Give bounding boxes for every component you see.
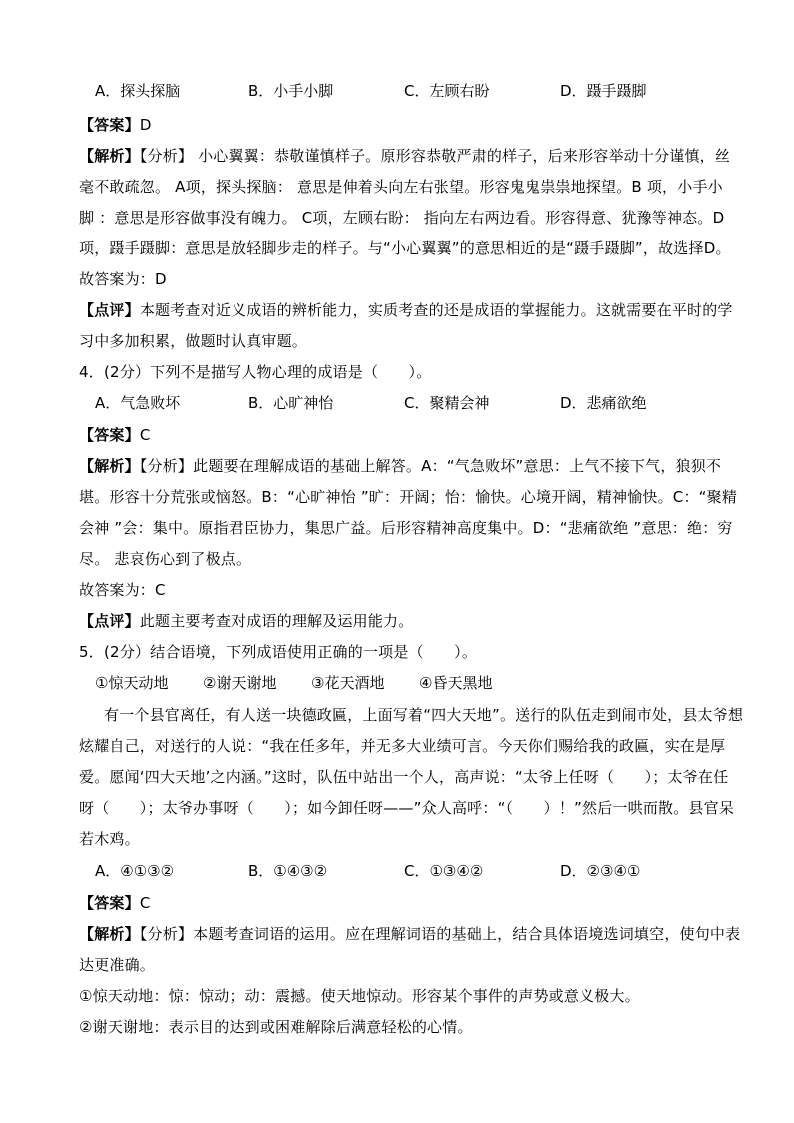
q5-answer <box>79 893 151 913</box>
q5-note-2: ②谢天谢地：表示目的达到或困难解除后满意轻松的心情。 <box>79 1018 473 1036</box>
analysis-text: 【分析】本题考查词语的运用。应在理解词语的基础上，结合具体语境选词填空，使句中表 <box>139 925 741 943</box>
analysis-tag: 【解析】 <box>79 925 140 943</box>
answer-tag: 【答案】 <box>79 894 140 912</box>
q5-passage-line-3: 爱。愿闻‘四大天地’之内涵。”这时，队伍中站出一个人，高声说：“太爷上任呀（ ）；太爷在任 <box>79 768 729 786</box>
q5-stem: 5．(2分）结合语境，下列成语使用正确的一项是（ ）。 <box>79 643 478 661</box>
analysis-text: 【分析】 小心翼翼：恭敬谨慎样子。原形容恭敬严肃的样子，后来形容举动十分谨慎，丝 <box>139 147 731 165</box>
q3-analysis-line-4: 项，蹑手蹑脚：意思是放轻脚步走的样子。与“小心翼翼”的意思相近的是“蹑手蹑脚”，故选择D。 <box>79 239 731 257</box>
q3-answer <box>79 115 152 135</box>
q5-idiom-4: ④昏天黑地 <box>419 674 493 692</box>
q5-analysis-line-1 <box>79 924 740 944</box>
q5-passage-line-5: 若木鸡。 <box>79 830 140 848</box>
q5-idiom-1: ①惊天动地 <box>95 674 169 692</box>
comment-text: 本题考查对近义成语的辨析能力，实质考查的还是成语的掌握能力。这就需要在平时的学 <box>139 301 733 319</box>
q5-passage-line-4: 呀（ ）；太爷办事呀（ ）；如今卸任呀——”众人高呼：“（ ）！”然后一哄而散。县官呆 <box>79 799 735 817</box>
q4-comment <box>79 611 413 631</box>
q5-passage-line-2: 炫耀自己，对送行的人说：“我在任多年，并无多大业绩可言。今天你们赐给我的政匾，实在是厚 <box>79 737 726 755</box>
q3-comment-line-1 <box>79 300 733 320</box>
answer-tag: 【答案】 <box>79 116 140 134</box>
q4-stem: 4．(2分）下列不是描写人物心理的成语是（ ）。 <box>79 363 432 381</box>
q4-option-d: D．悲痛欲绝 <box>560 394 647 412</box>
answer-value: D <box>139 116 152 134</box>
q4-option-c: C．聚精会神 <box>404 394 490 412</box>
q3-analysis-line-1 <box>79 146 730 166</box>
q4-option-b: B．心旷神怡 <box>248 394 334 412</box>
q3-option-d: D．蹑手蹑脚 <box>560 82 647 100</box>
q5-idiom-2: ②谢天谢地 <box>203 674 277 692</box>
q4-analysis-line-2: 堪。形容十分荒张或恼怒。B：“心旷神怡 ”旷：开阔；怡：愉快。心境开阔，精神愉快。C：“聚精 <box>79 488 738 506</box>
answer-tag: 【答案】 <box>79 426 140 444</box>
q4-analysis-line-4: 尽。 悲哀伤心到了极点。 <box>79 550 252 568</box>
answer-value: C <box>139 894 151 912</box>
q4-option-a: A．气急败坏 <box>95 394 181 412</box>
q3-conclusion: 故答案为：D <box>79 270 167 288</box>
q3-option-c: C．左顾右盼 <box>404 82 490 100</box>
comment-tag: 【点评】 <box>79 612 140 630</box>
q5-idiom-3: ③花天酒地 <box>311 674 385 692</box>
q3-analysis-line-3: 脚 ：意思是形容做事没有魄力。 C项，左顾右盼： 指向左右两边看。形容得意、犹豫等神态。D <box>79 209 725 227</box>
analysis-tag: 【解析】 <box>79 147 140 165</box>
q3-comment-line-2: 习中多加积累，做题时认真审题。 <box>79 332 308 350</box>
q5-passage-line-1: 有一个县官离任，有人送一块德政匾，上面写着“四大天地”。送行的队伍走到闹市处，县太爷想 <box>104 706 744 724</box>
q5-option-b: B．①④③② <box>248 862 328 880</box>
q5-option-d: D．②③④① <box>560 862 641 880</box>
q3-option-b: B．小手小脚 <box>248 82 334 100</box>
analysis-text: 【分析】此题要在理解成语的基础上解答。A：“气急败坏”意思：上气不接下气，狼狈不 <box>139 457 722 475</box>
q4-conclusion: 故答案为：C <box>79 581 166 599</box>
q3-analysis-line-2: 毫不敢疏忽。 A项，探头探脑： 意思是伸着头向左右张望。形容鬼鬼祟祟地探望。B 项，小手小 <box>79 178 723 196</box>
q5-note-1: ①惊天动地：惊：惊动；动：震撼。使天地惊动。形容某个事件的声势或意义极大。 <box>79 987 640 1005</box>
q4-analysis-line-3: 会神 ”会：集中。原指君臣协力，集思广益。后形容精神高度集中。D：“悲痛欲绝 ”意思：绝：穷 <box>79 519 733 537</box>
q4-answer <box>79 425 151 445</box>
q3-option-a: A．探头探脑 <box>95 82 181 100</box>
comment-text: 此题主要考查对成语的理解及运用能力。 <box>139 612 414 630</box>
q5-option-c: C．①③④② <box>404 862 484 880</box>
answer-value: C <box>139 426 151 444</box>
q5-analysis-line-2: 达更准确。 <box>79 956 156 974</box>
analysis-tag: 【解析】 <box>79 457 140 475</box>
comment-tag: 【点评】 <box>79 301 140 319</box>
q4-analysis-line-1 <box>79 456 721 476</box>
q5-option-a: A．④①③② <box>95 862 175 880</box>
